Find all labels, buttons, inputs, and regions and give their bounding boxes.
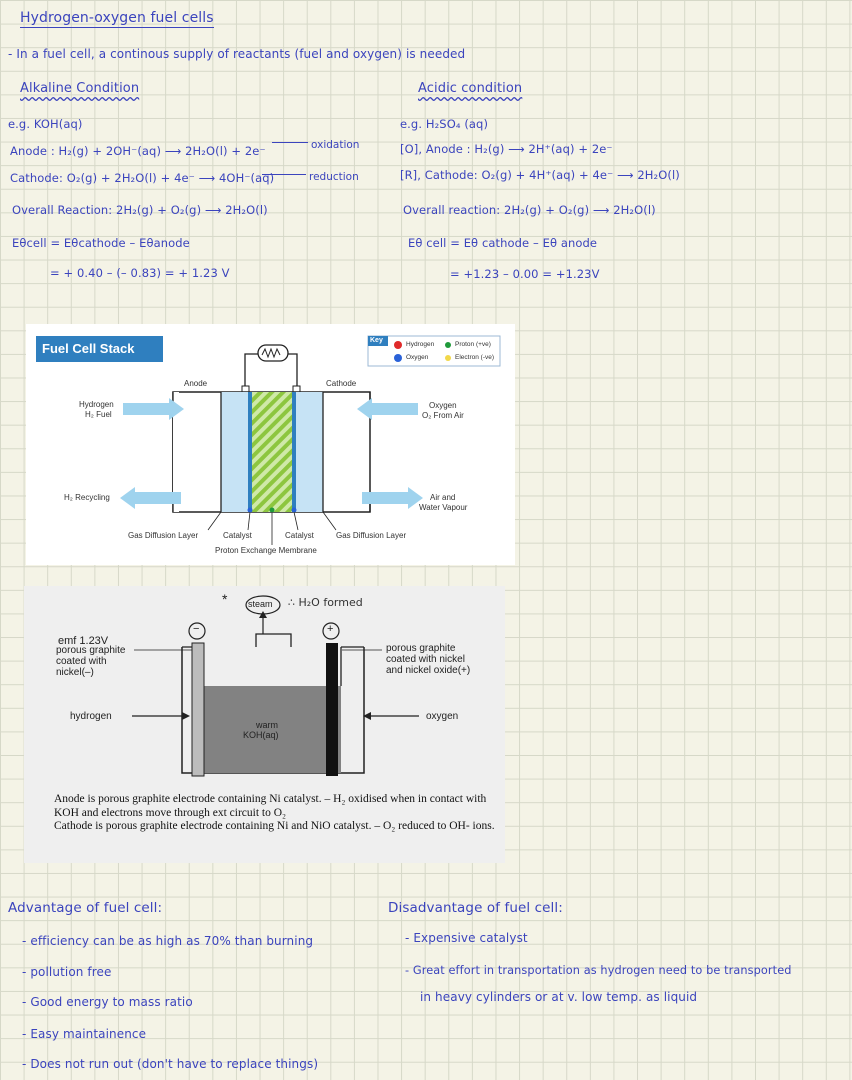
acidic-ecell: Eθ cell = Eθ cathode – Eθ anode [408, 236, 598, 250]
alkaline-anode: Anode : H₂(g) + 2OH⁻(aq) ⟶ 2H₂O(l) + 2e⁻ [10, 144, 266, 158]
alkaline-calc: = + 0.40 – (– 0.83) = + 1.23 V [50, 266, 230, 280]
caption-anode: Anode is porous graphite electrode containing Ni catalyst. – H₂ oxidised when in contact with KOH and electrons move through ext circuit to O₂ [54, 793, 487, 819]
oxygen-in-label-1: Oxygen [429, 401, 457, 410]
hydrogen-in-label-1: Hydrogen [79, 400, 114, 409]
membrane-label: Proton Exchange Membrane [215, 546, 317, 555]
negative-sign: − [193, 623, 200, 635]
squiggle-arrow-icon [262, 174, 306, 175]
left-electrode-label-2: coated with [56, 656, 107, 667]
oxygen-in-label-2: O₂ From Air [422, 411, 464, 420]
h2-recycling-arrow-icon [120, 487, 181, 509]
key-hydrogen: Hydrogen [406, 341, 435, 348]
fuel-cell-stack-svg [26, 324, 515, 565]
advantage-item: - pollution free [22, 965, 112, 979]
caption-cathode: Cathode is porous graphite electrode containing Ni and NiO catalyst. – O₂ reduced to OH- ions. [54, 820, 495, 832]
alkaline-overall: Overall Reaction: 2H₂(g) + O₂(g) ⟶ 2H₂O(l) [12, 203, 268, 217]
left-electrode-label-3: nickel(–) [56, 667, 94, 678]
disadvantage-item: - Expensive catalyst [405, 931, 528, 945]
terminal-left [242, 386, 249, 392]
air-out-label-1: Air and [430, 493, 456, 502]
hydrogen-dot-icon [394, 341, 402, 349]
steam-label: steam [248, 599, 273, 609]
acidic-heading: Acidic condition [418, 81, 523, 96]
anode-label: Anode [184, 379, 208, 388]
advantage-item: - Good energy to mass ratio [22, 995, 193, 1009]
right-electrode-label-1: porous graphite [386, 643, 456, 654]
cathode-electrode [326, 643, 338, 776]
positive-sign: + [327, 623, 334, 635]
disadvantages-heading: Disadvantage of fuel cell: [388, 900, 563, 916]
key-oxygen: Oxygen [406, 354, 429, 361]
cathode-label: Cathode [326, 379, 357, 388]
page-title: Hydrogen-oxygen fuel cells [20, 10, 214, 26]
gdl-right-label: Gas Diffusion Layer [336, 531, 407, 540]
acidic-calc: = +1.23 – 0.00 = +1.23V [450, 267, 600, 281]
advantage-item: - efficiency can be as high as 70% than burning [22, 934, 314, 948]
key-proton: Proton (+ve) [455, 341, 491, 348]
steam-note: ∴ H₂O formed [288, 596, 363, 609]
oxygen-label: oxygen [426, 711, 459, 722]
advantages-heading: Advantage of fuel cell: [8, 900, 163, 916]
oxygen-dot-icon [394, 354, 402, 362]
acidic-anode: [O], Anode : H₂(g) ⟶ 2H⁺(aq) + 2e⁻ [400, 142, 613, 156]
terminal-right [293, 386, 300, 392]
reduction-note: reduction [262, 171, 359, 183]
steam-note-star: * [222, 591, 228, 607]
catalyst-right [292, 392, 296, 512]
diagram-title: Fuel Cell Stack [42, 341, 135, 356]
proton-exchange-membrane [252, 392, 292, 512]
left-electrode-label-1: porous graphite [56, 645, 126, 656]
squiggle-arrow-icon [272, 142, 308, 143]
diagram-caption [54, 793, 499, 834]
oxidation-note: oxidation [272, 139, 359, 151]
alkaline-cell-diagram [24, 586, 505, 863]
disadvantage-item: - Great effort in transportation as hydrogen need to be transported [405, 964, 792, 977]
key-electron: Electron (-ve) [455, 354, 495, 361]
disadvantage-item: in heavy cylinders or at v. low temp. as liquid [420, 990, 698, 1004]
hydrogen-label: hydrogen [70, 711, 112, 722]
right-electrode-label-2: coated with nickel [386, 654, 465, 665]
alkaline-heading: Alkaline Condition [20, 81, 140, 96]
anode-electrode [192, 643, 204, 776]
catalyst-left [248, 392, 252, 512]
acidic-overall: Overall reaction: 2H₂(g) + O₂(g) ⟶ 2H₂O(l) [403, 203, 656, 217]
proton-dot-icon [445, 342, 451, 348]
key-label: Key [370, 337, 383, 344]
electrolyte-label-1: warm [256, 720, 278, 730]
catalyst-left-label: Catalyst [223, 531, 252, 540]
circuit-wire-right [288, 354, 297, 390]
advantage-item: - Easy maintainence [22, 1027, 147, 1041]
alkaline-ecell: Eθcell = Eθcathode – Eθanode [12, 236, 190, 250]
electrolyte-label-2: KOH(aq) [243, 730, 279, 740]
alkaline-cathode: Cathode: O₂(g) + 2H₂O(l) + 4e⁻ ⟶ 4OH⁻(aq) [10, 171, 275, 185]
gas-diffusion-layer-right [296, 392, 323, 512]
right-electrode-label-3: and nickel oxide(+) [386, 665, 471, 676]
emf-label: emf 1.23V [58, 635, 109, 647]
hydrogen-in-label-2: H₂ Fuel [85, 410, 112, 419]
gdl-left-label: Gas Diffusion Layer [128, 531, 199, 540]
gas-diffusion-layer-left [221, 392, 248, 512]
advantage-item: - Does not run out (don't have to replace things) [22, 1057, 319, 1071]
air-out-arrow-icon [362, 487, 423, 509]
electron-dot-icon [445, 355, 451, 361]
alkaline-example: e.g. KOH(aq) [8, 117, 83, 131]
catalyst-right-label: Catalyst [285, 531, 314, 540]
intro-text: - In a fuel cell, a continous supply of reactants (fuel and oxygen) is needed [8, 47, 466, 61]
acidic-example: e.g. H₂SO₄ (aq) [400, 117, 489, 131]
acidic-cathode: [R], Cathode: O₂(g) + 4H⁺(aq) + 4e⁻ ⟶ 2H₂O(l) [400, 168, 680, 182]
air-out-label-2: Water Vapour [419, 503, 468, 512]
h2-recycling-label: H₂ Recycling [64, 493, 110, 502]
fuel-cell-stack-diagram [26, 324, 515, 565]
